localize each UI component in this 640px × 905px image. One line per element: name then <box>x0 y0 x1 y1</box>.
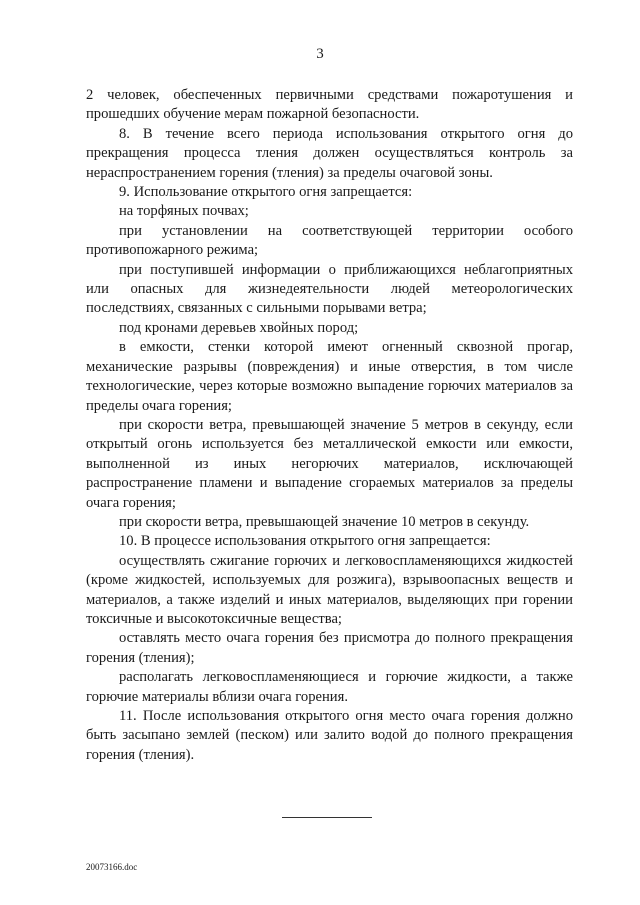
paragraph: 2 человек, обеспеченных первичными средствами пожаротушения и прошедших обучение мерам пожарной безопасности. <box>86 87 573 123</box>
end-divider-line <box>282 817 372 818</box>
paragraph: располагать легковоспламеняющиеся и горючие жидкости, а также горючие материалы вблизи очага горения. <box>86 669 573 705</box>
paragraph: 11. После использования открытого огня место очага горения должно быть засыпано землей (песком) или залито водой до полного прекращения горения (тления). <box>86 708 573 763</box>
paragraph: при поступившей информации о приближающихся неблагоприятных или опасных для жизнедеятельности людей метеорологических последствиях, связанных с сильными порывами ветра; <box>86 261 573 317</box>
page-number: 3 <box>316 46 324 62</box>
footer-filename: 20073166.doc <box>86 862 138 872</box>
paragraph: 8. В течение всего периода использования открытого огня до прекращения процесса тления должен осуществляться контроль за нераспространением горения (тления) за пределы очаговой зоны. <box>86 125 573 181</box>
paragraph: 10. В процессе использования открытого огня запрещается: <box>119 533 491 550</box>
paragraph: под кронами деревьев хвойных пород; <box>119 319 359 336</box>
paragraph: при установлении на соответствующей территории особого противопожарного режима; <box>86 222 573 259</box>
document-body <box>86 86 573 765</box>
paragraph: оставлять место очага горения без присмотра до полного прекращения горения (тления); <box>86 630 573 666</box>
paragraph: при скорости ветра, превышающей значение 5 метров в секунду, если открытый огонь используется без металлической емкости или емкости, выполненной из иных негорючих материалов, исключающей распространение пламени и выпадение сгораемых материалов за пределы очага горения; <box>86 416 573 511</box>
paragraph: при скорости ветра, превышающей значение 10 метров в секунду. <box>119 513 530 530</box>
paragraph: 9. Использование открытого огня запрещается: <box>119 184 413 201</box>
paragraph: осуществлять сжигание горючих и легковоспламеняющихся жидкостей (кроме жидкостей, используемых для розжига), взрывоопасных веществ и материалов, а также изделий и иных материалов, выделяющих при горении токсичные и высокотоксичные вещества; <box>86 552 573 627</box>
paragraph: в емкости, стенки которой имеют огненный сквозной прогар, механические разрывы (повреждения) и иные отверстия, в том числе технологические, через которые возможно выпадение горючих материалов за пределы очага горения; <box>86 339 573 414</box>
paragraph: на торфяных почвах; <box>119 203 249 220</box>
